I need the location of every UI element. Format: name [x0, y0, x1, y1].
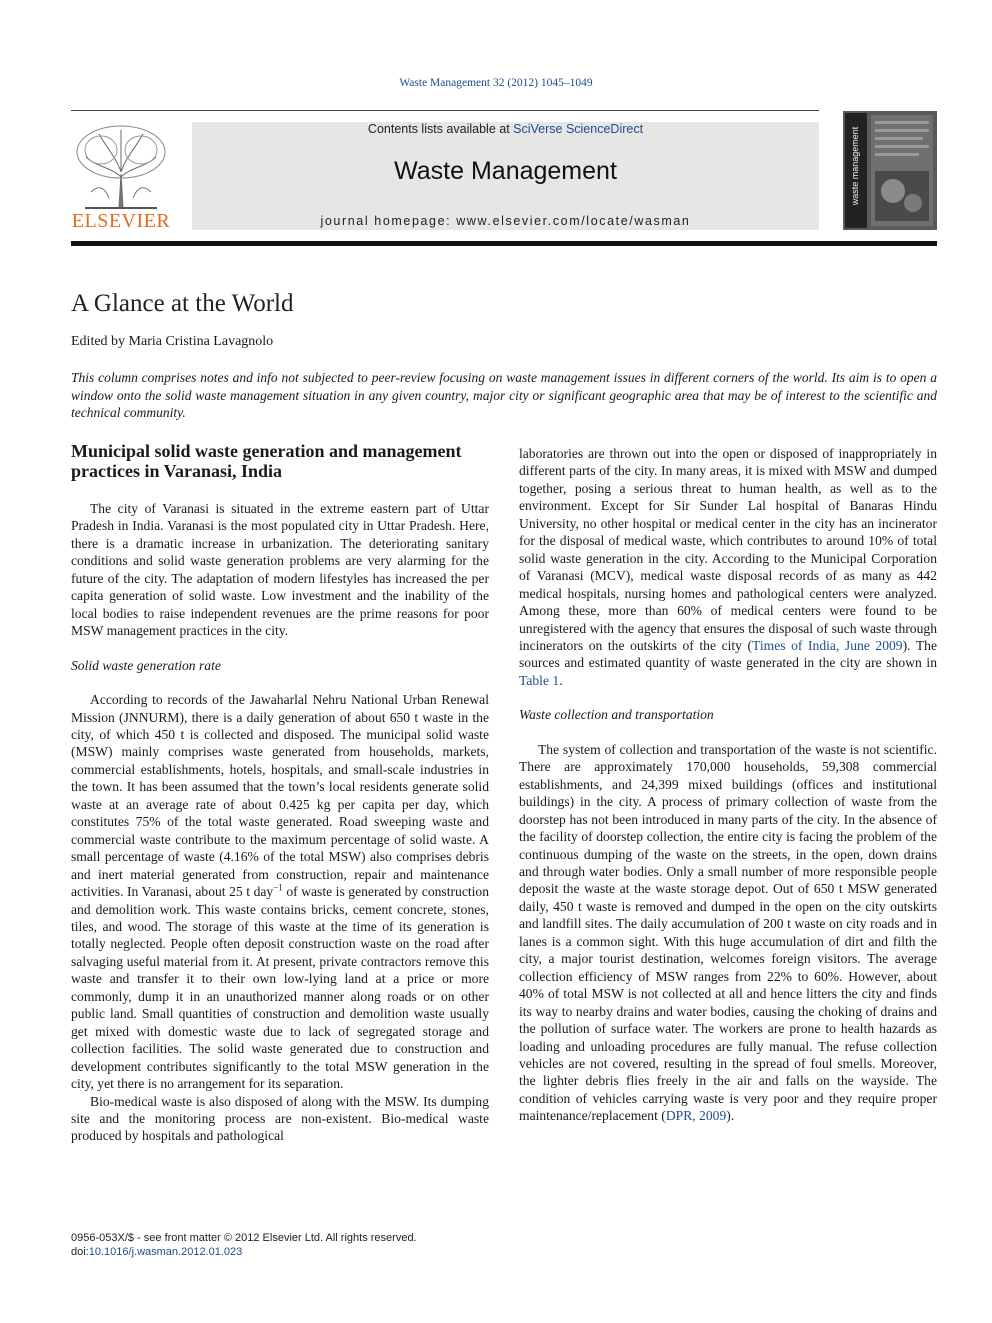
- paragraph-generation-rate: [71, 691, 489, 1092]
- elsevier-logo[interactable]: [71, 122, 171, 232]
- reference-times-of-india[interactable]: Times of India, June 2009: [752, 637, 903, 653]
- journal-citation[interactable]: Waste Management 32 (2012) 1045–1049: [399, 77, 593, 89]
- reference-dpr-2009[interactable]: DPR, 2009: [665, 1108, 727, 1124]
- cover-texture: [843, 111, 937, 230]
- paragraph-generation-rate-b: of waste is generated by construction and demolition work. This waste contains bricks, cement concrete, stones, tiles, and wood. The storage of this waste at the time of its generation is totally neglected. People often deposit construction waste on the road after salvaging useful material from it. At present, private contractors remove this waste and transfer it to their own low-lying land at a price or more commonly, dump it in an unauthorized manner along roads or on other public land. Small quantities of construction and demolition waste usually get mixed with domestic waste due to lack of segregated storage and collection facilities. The solid waste generated due to construction and development contributes significantly to the total MSW generation in the city, yet there is no arrangement for its separation.: [71, 884, 489, 1092]
- superscript-minus-one: −1: [273, 882, 283, 893]
- column-left: [71, 441, 489, 1145]
- doi-line: [71, 1245, 417, 1259]
- header-thick-rule: [71, 241, 937, 246]
- paragraph-collection: [519, 741, 937, 1125]
- column-right: [519, 445, 937, 1125]
- contents-line: [192, 122, 819, 136]
- journal-title: Waste Management: [394, 157, 617, 185]
- paragraph-generation-rate-a: According to records of the Jawaharlal Nehru National Urban Renewal Mission (JNNURM), there is a daily generation of about 650 t waste in the city, of which 450 t is collected and disposed. The municipal solid waste (MSW) mainly comprises waste generated from households, markets, commercial establishments, hotels, hospitals, and small-scale industries in the town. It has been assumed that the town’s local residents generate solid waste at an average rate of about 0.425 kg per capita per day, which constitutes 75% of the total waste generated. Road sweeping waste and commercial waste contribute to the maximum percentage of solid waste. A small percentage of waste (4.16% of the total MSW) also comprises debris and inert material generated from construction, repair and maintenance activities. In Varanasi, about 25 t day: [71, 692, 489, 900]
- cover-title: waste management: [850, 126, 860, 206]
- tree-icon: [71, 122, 171, 210]
- paragraph-introduction: The city of Varanasi is situated in the extreme eastern part of Uttar Pradesh in India. Varanasi is the most populated city in Uttar Pradesh. Here, there is a dramatic increase in urbanization. The deteriorating sanitary conditions and solid waste generation problems are very alarming for the future of the city. The adaptation of modern lifestyles has increased the per capita generation of solid waste. Low investment and the inability of the local bodies to raise independent revenues are the prime reasons for poor MSW management practices in the city.: [71, 501, 489, 639]
- journal-homepage[interactable]: journal homepage: www.elsevier.com/locate/wasman: [320, 214, 691, 228]
- paragraph-biomedical-cont-b: ). The sources and estimated quantity of waste generated in the city are shown in: [519, 637, 937, 671]
- paragraph-collection-a: The system of collection and transportation of the waste is not scientific. There are approximately 170,000 households, 59,308 commercial establishments, and 24,399 mixed buildings (offices and institutional buildings) in the city. A process of primary collection of waste from the doorstep has not been introduced in many parts of the city. In the absence of the facility of doorstep collection, the entire city is facing the problem of the continuous dumping of the waste on the streets, in the open, down drains and through water bodies. Only a small number of more responsible people deposit the waste at the waste storage depot. Out of 650 t MSW generated daily, 450 t waste is removed and dumped in the open on the city outskirts and landfill sites. The daily accumulation of 200 t waste on city roads and in lanes is a common sight. With this huge accumulation of dirt and filth the city, a major tourist destination, welcomes foreign visitors. The average collection efficiency of MSW ranges from 22% to 60%. However, about 40% of total MSW is not collected at all and hence litters the city and finds its way to nearby drains and water bodies, causing the choking of drains and the pollution of surface water. The workers are prone to health hazards as loading and unloading procedures are fully manual. The refuse collection vehicles are not covered, resulting in the spread of foul smells. Moreover, the lighter debris flies freely in the air and falls on the wayside. The condition of vehicles carrying waste is very poor and they require proper maintenance/replacement (: [519, 741, 937, 1124]
- doi-prefix: doi:: [71, 1246, 89, 1258]
- journal-cover[interactable]: [843, 111, 937, 230]
- paragraph-collection-b: ).: [726, 1108, 735, 1124]
- journal-banner: [192, 122, 819, 230]
- subheading-collection: Waste collection and transportation: [519, 707, 714, 723]
- sciencedirect-link[interactable]: SciVerse ScienceDirect: [513, 122, 644, 136]
- section-title: A Glance at the World: [71, 290, 294, 317]
- article-footer: [71, 1231, 417, 1259]
- section-intro: This column comprises notes and info not subjected to peer-review focusing on waste management issues in different corners of the world. Its aim is to open a window onto the solid waste management situation in any given country, major city or significant geographic area that may be of interest to the scientific and technical community.: [71, 370, 937, 420]
- paragraph-biomedical-cont-c: .: [559, 672, 563, 688]
- paragraph-biomedical-cont-a: laboratories are thrown out into the open or disposed of inappropriately in different parts of the city. In many areas, it is mixed with MSW and dumped together, posing a serious threat to human health, as well as to the environment. Except for Sir Sunder Lal hospital of Banaras Hindu University, no other hospital or medical center in the city has an incinerator for the disposal of medical waste, which contributes to around 10% of total solid waste generation in the city. According to the Municipal Corporation of Varanasi (MCV), medical waste disposal records of as many as 442 medical hospitals, nursing homes and pathological centers were analyzed. Among these, more than 60% of medical centers were found to be unregistered with the agency that ensures the disposal of such waste through incinerators on the outskirts of the city (: [519, 446, 937, 653]
- subheading-generation-rate: Solid waste generation rate: [71, 657, 221, 673]
- table-1-link[interactable]: Table 1: [519, 672, 560, 688]
- issn-copyright: 0956-053X/$ - see front matter © 2012 Elsevier Ltd. All rights reserved.: [71, 1232, 417, 1244]
- paragraph-biomedical: Bio-medical waste is also disposed of along with the MSW. Its dumping site and the monitoring process are non-existent. Bio-medical waste produced by hospitals and pathological: [71, 1093, 489, 1144]
- contents-prefix: Contents lists available at: [367, 122, 514, 136]
- header-divider: [71, 110, 819, 111]
- publisher-logo-text: ELSEVIER: [71, 210, 171, 232]
- article-title: Municipal solid waste generation and management practices in Varanasi, India: [71, 441, 462, 481]
- editor-line: Edited by Maria Cristina Lavagnolo: [71, 334, 274, 349]
- doi-link[interactable]: 10.1016/j.wasman.2012.01.023: [88, 1246, 243, 1258]
- paragraph-biomedical-cont: [519, 445, 937, 689]
